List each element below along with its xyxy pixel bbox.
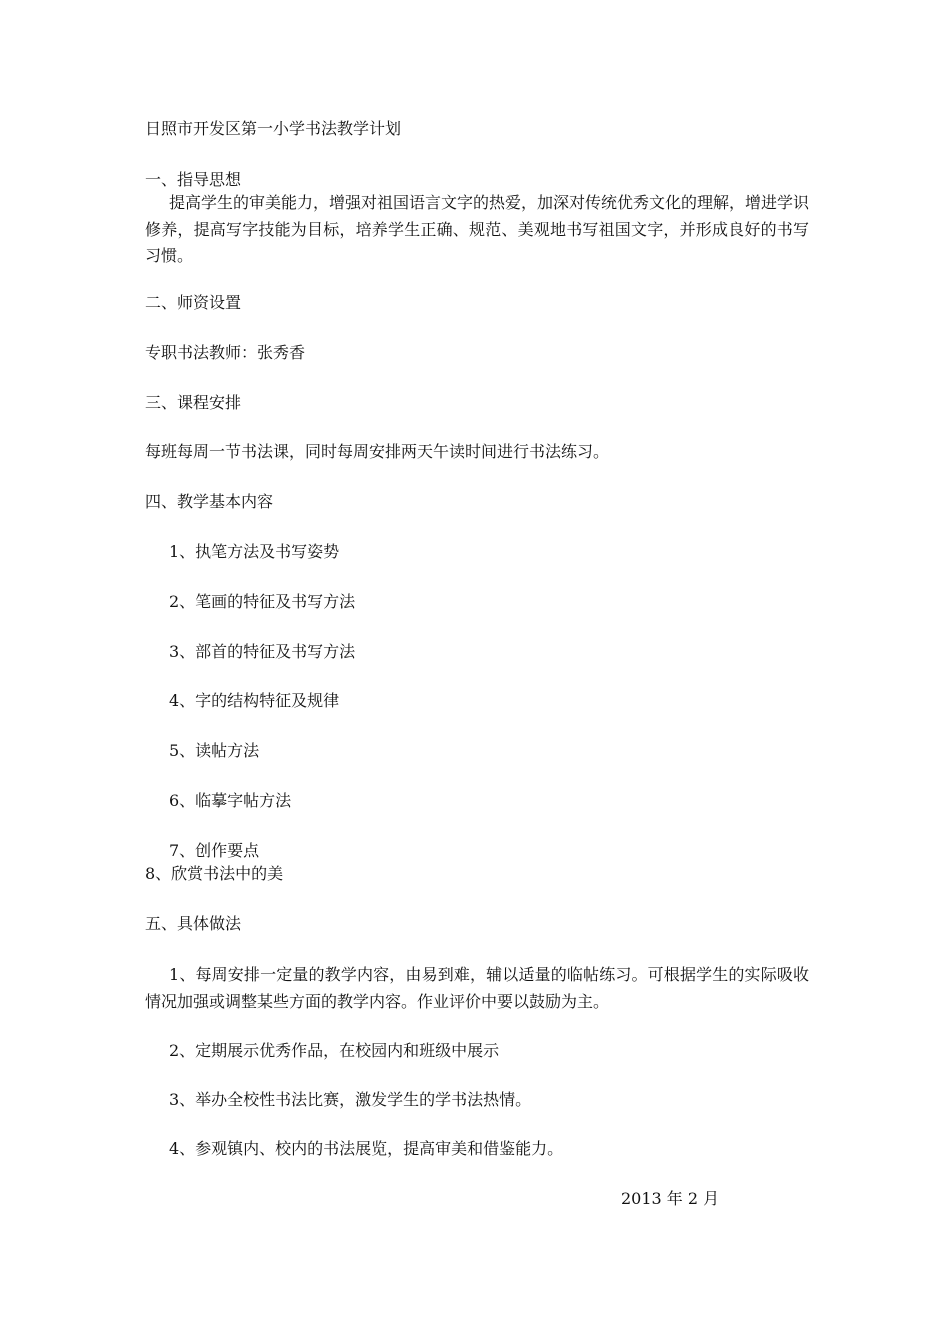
method-list-item: 4、参观镇内、校内的书法展览，提高审美和借鉴能力。 [169,1139,564,1158]
method-list-item: 1、每周安排一定量的教学内容，由易到难，辅以适量的临帖练习。可根据学生的实际吸收情况加强或调整某些方面的教学内容。作业评价中要以鼓励为主。 [145,965,809,1011]
method-list-item: 3、举办全校性书法比赛，激发学生的学书法热情。 [169,1090,532,1109]
section-heading-schedule: 三、课程安排 [145,393,242,412]
content-list-item: 2、笔画的特征及书写方法 [169,592,356,611]
section-body-guiding-thought: 提高学生的审美能力，增强对祖国语言文字的热爱，加深对传统优秀文化的理解，增进学识修养，提高写字技能为目标，培养学生正确、规范、美观地书写祖国文字，并形成良好的书写习惯。 [145,193,810,265]
content-list-item: 6、临摹字帖方法 [169,791,292,810]
method-list-item: 2、定期展示优秀作品，在校园内和班级中展示 [169,1041,500,1060]
content-list-item: 5、读帖方法 [169,741,260,760]
content-list-item: 1、执笔方法及书写姿势 [169,542,340,561]
section-heading-content: 四、教学基本内容 [145,492,274,511]
section-body-teachers: 专职书法教师：张秀香 [145,343,306,362]
content-list-item: 8、欣赏书法中的美 [145,864,284,883]
content-list-item: 3、部首的特征及书写方法 [169,642,356,661]
section-heading-teachers: 二、师资设置 [145,293,242,312]
section-heading-guiding-thought: 一、指导思想 [145,170,242,189]
document-date: 2013 年 2 月 [621,1189,720,1208]
section-body-schedule: 每班每周一节书法课，同时每周安排两天午读时间进行书法练习。 [145,442,610,461]
section-heading-methods: 五、具体做法 [145,914,242,933]
content-list-item: 4、字的结构特征及规律 [169,691,340,710]
content-list-item: 7、创作要点 [169,841,260,860]
document-title: 日照市开发区第一小学书法教学计划 [145,119,402,138]
